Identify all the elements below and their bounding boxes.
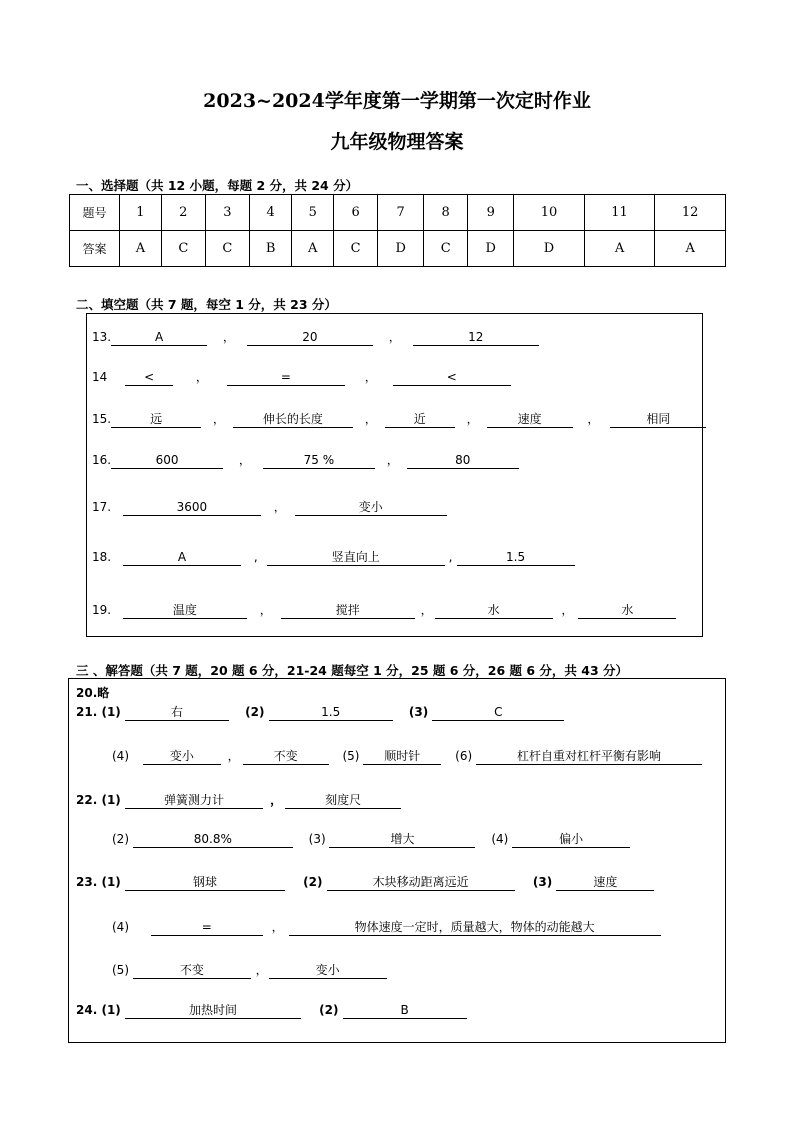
page-title: 2023~2024学年度第一学期第一次定时作业: [203, 90, 591, 112]
comma: ，: [388, 330, 401, 344]
q21-blank-5: 不变: [243, 749, 329, 765]
q19-number: 19.: [92, 603, 112, 617]
comma: ，: [222, 330, 235, 344]
q23-number: 23.: [76, 875, 98, 889]
table-row-answers: [70, 231, 726, 267]
q21-blank-1: 右: [125, 705, 229, 721]
q21-row-2: [112, 747, 702, 765]
comma: ，: [466, 412, 479, 426]
question-number: 11: [584, 195, 655, 231]
q17-blank-1: 3600: [123, 500, 261, 516]
label: (6): [455, 749, 473, 763]
q23-blank-4: =: [151, 920, 263, 936]
q21-blank-6: 顺时针: [363, 749, 441, 765]
q23-blank-1: 钢球: [125, 875, 285, 891]
answer-table: [69, 194, 726, 267]
q23-row-2: [112, 918, 661, 936]
label: (5): [112, 963, 129, 977]
q24-blank-2: B: [343, 1003, 467, 1019]
q19-blank-1: 温度: [123, 603, 247, 619]
q21-blank-3: C: [432, 705, 564, 721]
q22-row-1: [76, 791, 401, 809]
section3-heading: 三 、解答题（共 7 题，20 题 6 分，21-24 题每空 1 分，25 题 6 分，26 题 6 分，共 43 分）: [76, 663, 629, 678]
comma: ，: [270, 793, 283, 807]
answer-cell: A: [584, 231, 655, 267]
q24-blank-1: 加热时间: [125, 1003, 301, 1019]
q16-number: 16.: [92, 453, 112, 467]
q15-blank-4: 速度: [487, 412, 573, 428]
q24-number: 24.: [76, 1003, 98, 1017]
answer-cell: C: [205, 231, 249, 267]
question-number: 4: [249, 195, 291, 231]
q15-blank-5: 相同: [610, 412, 706, 428]
row-label-question: 题号: [70, 195, 120, 231]
q22-blank-2: 刻度尺: [285, 793, 401, 809]
q21-blank-7: 杠杆自重对杠杆平衡有影响: [476, 749, 702, 765]
q13-number: 13.: [92, 330, 112, 344]
q23-row-1: [76, 875, 654, 891]
q19-blank-3: 水: [435, 603, 553, 619]
q16-row: [92, 451, 519, 469]
label: (2): [112, 832, 129, 846]
q18-blank-2: 竖直向上: [267, 550, 445, 566]
q14-row: [92, 368, 511, 386]
label: (3): [308, 832, 326, 846]
comma: ,: [448, 550, 453, 564]
comma: ，: [364, 370, 377, 384]
label: (2): [245, 705, 265, 719]
q15-row: [92, 410, 706, 428]
comma: ，: [195, 370, 208, 384]
comma: ，: [259, 603, 272, 617]
q15-number: 15.: [92, 412, 112, 426]
q22-blank-1: 弹簧测力计: [125, 793, 263, 809]
answer-cell: A: [655, 231, 726, 267]
q17-blank-2: 变小: [295, 500, 447, 516]
q14-number: 14: [92, 370, 108, 384]
q21-blank-2: 1.5: [269, 705, 393, 721]
question-number: 8: [424, 195, 468, 231]
question-number: 5: [292, 195, 334, 231]
q22-number: 22.: [76, 793, 98, 807]
q22-row-2: [112, 832, 630, 848]
section2-heading: 二、填空题（共 7 题，每空 1 分，共 23 分）: [76, 297, 337, 312]
q16-blank-1: 600: [111, 453, 223, 469]
q14-blank-3: <: [393, 370, 511, 386]
answer-cell: C: [334, 231, 378, 267]
q19-blank-2: 搅拌: [281, 603, 415, 619]
q17-row: [92, 498, 447, 516]
label: (3): [408, 705, 429, 719]
q13-blank-2: 20: [247, 330, 373, 346]
question-number: 9: [468, 195, 514, 231]
label: (1): [101, 1003, 121, 1017]
q18-blank-3: 1.5: [457, 550, 575, 566]
q13-blank-3: 12: [413, 330, 539, 346]
label: (2): [303, 875, 323, 889]
q16-blank-2: 75 %: [263, 453, 375, 469]
comma: ，: [255, 963, 268, 977]
label: (5): [342, 749, 360, 763]
q13-row: [92, 328, 539, 346]
answer-cell: D: [468, 231, 514, 267]
question-number: 12: [655, 195, 726, 231]
q23-blank-2: 木块移动距离远近: [327, 875, 515, 891]
q19-blank-4: 水: [578, 603, 676, 619]
q14-blank-1: <: [125, 370, 173, 386]
q23-blank-3: 速度: [556, 875, 654, 891]
q21-blank-4: 变小: [143, 749, 221, 765]
label: (1): [101, 875, 121, 889]
question-number: 6: [334, 195, 378, 231]
row-label-answer: 答案: [70, 231, 120, 267]
q20-row: 20.略: [76, 686, 110, 700]
q18-row: [92, 550, 575, 566]
q22-blank-3: 80.8%: [133, 832, 293, 848]
label: (4): [491, 832, 509, 846]
q16-blank-3: 80: [407, 453, 519, 469]
comma: ，: [273, 500, 286, 514]
question-number: 10: [514, 195, 585, 231]
label: (1): [101, 705, 121, 719]
comma: ，: [561, 603, 574, 617]
comma: ，: [271, 920, 284, 934]
label: (1): [101, 793, 121, 807]
q15-blank-2: 伸长的长度: [233, 412, 353, 428]
q23-blank-6: 不变: [133, 963, 251, 979]
label: (2): [319, 1003, 339, 1017]
answer-cell: D: [378, 231, 424, 267]
section3-box: [68, 678, 726, 1043]
comma: ,: [253, 550, 258, 564]
q17-number: 17.: [92, 500, 112, 514]
comma: ，: [364, 412, 377, 426]
answer-cell: C: [161, 231, 205, 267]
page-subtitle: 九年级物理答案: [330, 131, 464, 153]
q19-row: [92, 601, 676, 619]
q13-blank-1: A: [111, 330, 207, 346]
question-number: 1: [120, 195, 162, 231]
q21-row-1: [76, 705, 564, 721]
q24-row: [76, 1003, 467, 1019]
section2-box: [86, 313, 703, 637]
q15-blank-1: 远: [111, 412, 201, 428]
answer-cell: B: [249, 231, 291, 267]
q15-blank-3: 近: [385, 412, 455, 428]
comma: ，: [386, 453, 399, 467]
label: (4): [112, 749, 129, 763]
q18-blank-1: A: [123, 550, 241, 566]
label: (3): [532, 875, 553, 889]
q23-blank-5: 物体速度一定时，质量越大，物体的动能越大: [289, 920, 661, 936]
question-number: 3: [205, 195, 249, 231]
q23-blank-7: 变小: [269, 963, 387, 979]
section1-heading: 一、选择题（共 12 小题，每题 2 分，共 24 分）: [76, 178, 359, 193]
answer-cell: D: [514, 231, 585, 267]
answer-cell: A: [120, 231, 162, 267]
q14-blank-2: =: [227, 370, 345, 386]
q22-blank-5: 偏小: [512, 832, 630, 848]
q23-row-3: [112, 961, 387, 979]
q18-number: 18.: [92, 550, 112, 564]
q22-blank-4: 增大: [329, 832, 475, 848]
comma: ，: [227, 749, 240, 763]
comma: ，: [212, 412, 225, 426]
table-row-numbers: [70, 195, 726, 231]
comma: ，: [587, 412, 600, 426]
comma: ，: [238, 453, 251, 467]
question-number: 7: [378, 195, 424, 231]
comma: ，: [420, 603, 433, 617]
label: (4): [112, 920, 129, 934]
answer-cell: C: [424, 231, 468, 267]
question-number: 2: [161, 195, 205, 231]
q21-number: 21.: [76, 705, 98, 719]
answer-cell: A: [292, 231, 334, 267]
